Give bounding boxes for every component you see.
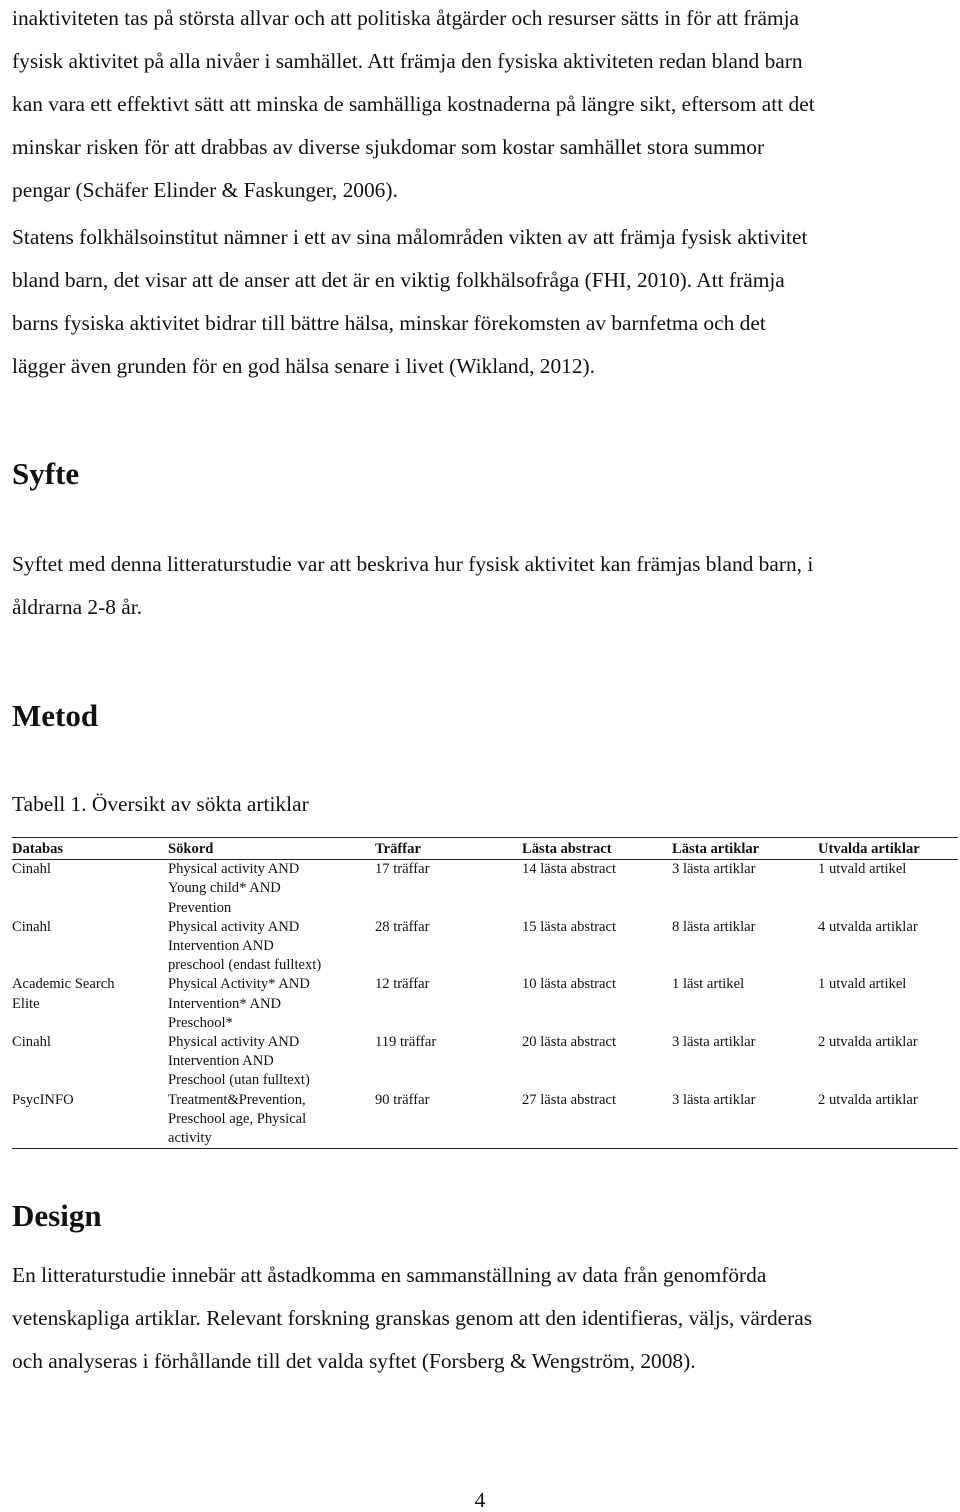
- cell-lasta-abstract: 10 lästa abstract: [522, 976, 617, 993]
- intro-paragraph: [12, 0, 950, 212]
- cell-utvalda-artiklar: 1 utvald artikel: [818, 861, 907, 878]
- sokord-line: Prevention: [168, 899, 232, 916]
- sokord-line: Physical activity AND: [168, 1034, 300, 1051]
- syfte-line: Syftet med denna litteraturstudie var att beskriva hur fysisk aktivitet kan främjas bland barn, i: [12, 552, 814, 576]
- cell-databas: [12, 860, 168, 918]
- databas-text: Cinahl: [12, 861, 51, 878]
- sokord-line: Young child* AND: [168, 880, 281, 897]
- sokord-line: Preschool age, Physical: [168, 1110, 307, 1127]
- cell-traffar: 12 träffar: [375, 976, 430, 993]
- intro-line: fysisk aktivitet på alla nivåer i samhället. Att främja den fysiska aktiviteten redan bland barn: [12, 49, 803, 73]
- cell-utvalda-artiklar: 2 utvalda artiklar: [818, 1091, 958, 1149]
- sokord-line: Preschool*: [168, 1014, 233, 1031]
- sokord-line: Physical activity AND: [168, 861, 300, 878]
- design-heading: Design: [12, 1198, 102, 1233]
- design-line: vetenskapliga artiklar. Relevant forskning granskas genom att den identifieras, väljs, värderas: [12, 1306, 813, 1330]
- cell-sokord: [168, 975, 375, 1033]
- fhi-line: Statens folkhälsoinstitut nämner i ett av sina målområden vikten av att främja fysisk aktivitet: [12, 225, 808, 249]
- cell-sokord: [168, 918, 375, 976]
- table-row: [12, 918, 958, 976]
- cell-utvalda-artiklar: 4 utvalda artiklar: [818, 918, 918, 935]
- sokord-line: Physical Activity* AND: [168, 976, 310, 993]
- databas-text: Cinahl: [12, 918, 51, 935]
- cell-lasta-artiklar: 3 lästa artiklar: [672, 861, 756, 878]
- metod-heading: Metod: [12, 698, 99, 733]
- syfte-line: åldrarna 2-8 år.: [12, 595, 143, 619]
- databas-text: PsycINFO: [12, 1091, 74, 1108]
- page-number: 4: [474, 1488, 486, 1512]
- cell-lasta-artiklar: 3 lästa artiklar: [672, 1034, 756, 1051]
- cell-sokord: [168, 1033, 375, 1091]
- fhi-line: barns fysiska aktivitet bidrar till bättre hälsa, minskar förekomsten av barnfetma och det: [12, 311, 766, 335]
- header-sokord: Sökord: [168, 838, 375, 860]
- header-lasta-artiklar: Lästa artiklar: [672, 838, 818, 860]
- cell-traffar: 119 träffar: [375, 1034, 437, 1051]
- cell-lasta-abstract: 15 lästa abstract: [522, 918, 617, 935]
- cell-sokord: [168, 860, 375, 918]
- design-line: och analyseras i förhållande till det valda syftet (Forsberg & Wengström, 2008).: [12, 1349, 696, 1373]
- table-header-row: [12, 838, 958, 860]
- cell-utvalda-artiklar: 2 utvalda artiklar: [818, 1034, 918, 1051]
- sokord-line: Intervention AND: [168, 1053, 274, 1070]
- cell-traffar: 90 träffar: [375, 1091, 522, 1149]
- intro-line: kan vara ett effektivt sätt att minska de samhälliga kostnaderna på längre sikt, eftersom att det: [12, 92, 815, 116]
- table-row: [12, 1033, 958, 1091]
- cell-sokord: [168, 1091, 375, 1149]
- intro-line: minskar risken för att drabbas av diverse sjukdomar som kostar samhället stora summor: [12, 135, 765, 159]
- databas-text: Elite: [12, 995, 40, 1012]
- cell-databas: [12, 918, 168, 976]
- sokord-line: Preschool (utan fulltext): [168, 1072, 310, 1089]
- fhi-line: lägger även grunden för en god hälsa senare i livet (Wikland, 2012).: [12, 354, 596, 378]
- sokord-line: preschool (endast fulltext): [168, 957, 322, 974]
- databas-text: Cinahl: [12, 1034, 51, 1051]
- fhi-paragraph: [12, 216, 950, 388]
- syfte-heading: Syfte: [12, 456, 80, 491]
- fhi-line: bland barn, det visar att de anser att det är en viktig folkhälsofråga (FHI, 2010). Att främja: [12, 268, 785, 292]
- syfte-paragraph: [12, 543, 950, 629]
- header-databas: Databas: [12, 838, 168, 860]
- header-traffar: Träffar: [375, 838, 522, 860]
- cell-lasta-artiklar: 1 läst artikel: [672, 976, 745, 993]
- header-lasta-abstract: Lästa abstract: [522, 838, 672, 860]
- table-caption: Tabell 1. Översikt av sökta artiklar: [12, 792, 309, 816]
- cell-lasta-abstract: 14 lästa abstract: [522, 861, 617, 878]
- table-row: [12, 1091, 958, 1149]
- cell-databas: [12, 1033, 168, 1091]
- table-row: [12, 975, 958, 1033]
- intro-line: inaktiviteten tas på största allvar och att politiska åtgärder och resurser sätts in för att främja: [12, 6, 800, 30]
- intro-line: pengar (Schäfer Elinder & Faskunger, 2006).: [12, 178, 398, 202]
- cell-databas: [12, 1091, 168, 1149]
- header-utvalda-artiklar: Utvalda artiklar: [818, 838, 958, 860]
- sokord-line: Treatment&Prevention,: [168, 1091, 306, 1108]
- cell-lasta-abstract: 27 lästa abstract: [522, 1091, 672, 1149]
- cell-databas: [12, 975, 168, 1033]
- databas-text: Academic Search: [12, 976, 115, 993]
- table-row: [12, 860, 958, 918]
- cell-lasta-artiklar: 3 lästa artiklar: [672, 1091, 818, 1149]
- cell-lasta-artiklar: 8 lästa artiklar: [672, 918, 756, 935]
- design-line: En litteraturstudie innebär att åstadkomma en sammanställning av data från genomförda: [12, 1263, 767, 1287]
- design-paragraph: [12, 1254, 950, 1383]
- sokord-line: Intervention AND: [168, 938, 274, 955]
- sokord-line: activity: [168, 1130, 212, 1147]
- cell-utvalda-artiklar: 1 utvald artikel: [818, 976, 907, 993]
- cell-traffar: 17 träffar: [375, 861, 430, 878]
- articles-table: [12, 837, 958, 1149]
- cell-lasta-abstract: 20 lästa abstract: [522, 1034, 617, 1051]
- cell-traffar: 28 träffar: [375, 918, 430, 935]
- sokord-line: Intervention* AND: [168, 995, 282, 1012]
- sokord-line: Physical activity AND: [168, 918, 300, 935]
